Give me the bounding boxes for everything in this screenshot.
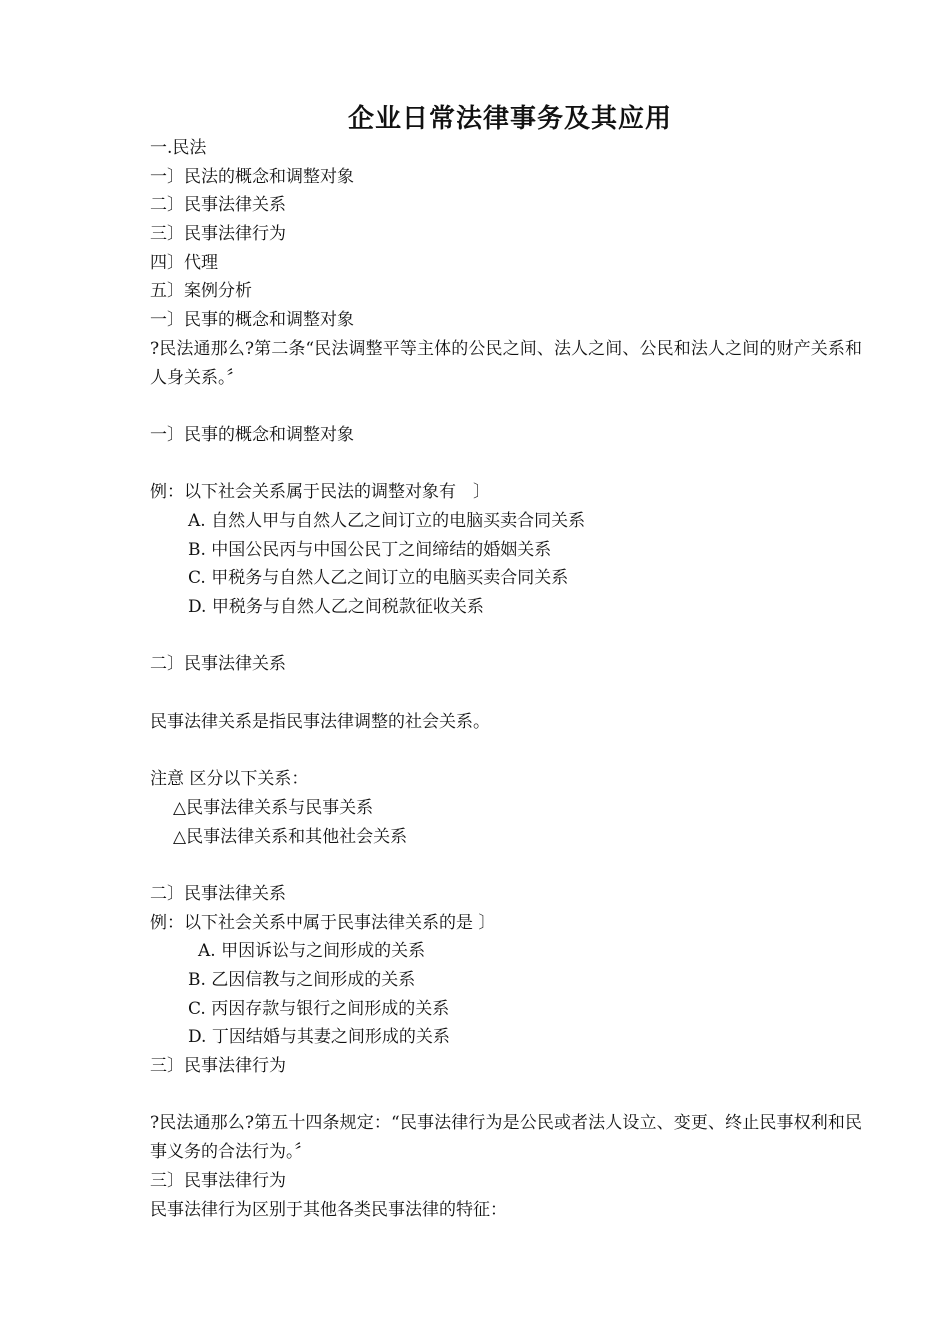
section3-quote: ?民法通那么?第五十四条规定：“民事法律行为是公民或者法人设立、变更、终止民事权利和民事义务的合法行为。〞 <box>150 1113 862 1163</box>
outline-item: 五〕案例分析 <box>150 281 252 302</box>
section1-quote: ?民法通那么?第二条“民法调整平等主体的公民之间、法人之间、公民和法人之间的财产关系和人身关系。〞 <box>150 338 862 388</box>
spacer <box>150 679 862 708</box>
section1-option-b: B. 中国公民丙与中国公民丁之间缔结的婚姻关系 <box>188 539 552 560</box>
section3-features-intro: 民事法律行为区别于其他各类民事法律的特征： <box>150 1199 507 1220</box>
section2-option-c: C. 丙因存款与银行之间形成的关系 <box>188 998 450 1019</box>
spacer <box>150 622 862 651</box>
section2-option-a: A. 甲因诉讼与之间形成的关系 <box>198 941 426 962</box>
spacer <box>150 851 862 880</box>
section3-heading-repeat: 三〕民事法律行为 <box>150 1170 286 1191</box>
section1-heading: 一〕民事的概念和调整对象 <box>150 310 354 331</box>
section2-example-question: 例：以下社会关系中属于民事法律关系的是 〕 <box>150 912 496 933</box>
outline-item: 二〕民事法律关系 <box>150 195 286 216</box>
outline-item: 三〕民事法律行为 <box>150 224 286 245</box>
document-title: 企业日常法律事务及其应用 <box>347 104 672 134</box>
section1-option-a: A. 自然人甲与自然人乙之间订立的电脑买卖合同关系 <box>188 510 586 531</box>
outline-heading: 一.民法 <box>150 138 207 158</box>
spacer <box>150 450 862 479</box>
section2-note: 注意 区分以下关系： <box>150 769 309 790</box>
section1-option-d: D. 甲税务与自然人乙之间税款征收关系 <box>188 597 484 618</box>
spacer <box>150 392 862 421</box>
outline-item: 一〕民法的概念和调整对象 <box>150 166 354 187</box>
section1-heading-repeat: 一〕民事的概念和调整对象 <box>150 424 354 445</box>
spacer <box>150 1081 862 1110</box>
section2-heading: 二〕民事法律关系 <box>150 654 286 675</box>
section2-option-b: B. 乙因信教与之间形成的关系 <box>188 969 416 990</box>
section3-heading: 三〕民事法律行为 <box>150 1056 286 1077</box>
section2-note-item: △民事法律关系和其他社会关系 <box>173 826 408 847</box>
section2-option-d: D. 丁因结婚与其妻之间形成的关系 <box>188 1027 450 1048</box>
section2-note-item: △民事法律关系与民事关系 <box>173 797 374 818</box>
section2-heading-repeat: 二〕民事法律关系 <box>150 883 286 904</box>
outline-item: 四〕代理 <box>150 252 218 273</box>
section1-option-c: C. 甲税务与自然人乙之间订立的电脑买卖合同关系 <box>188 568 569 589</box>
spacer <box>150 736 862 765</box>
section1-example-question: 例：以下社会关系属于民法的调整对象有 〕 <box>150 482 490 503</box>
document-body <box>150 134 862 1224</box>
section2-definition: 民事法律关系是指民事法律调整的社会关系。 <box>150 711 490 732</box>
